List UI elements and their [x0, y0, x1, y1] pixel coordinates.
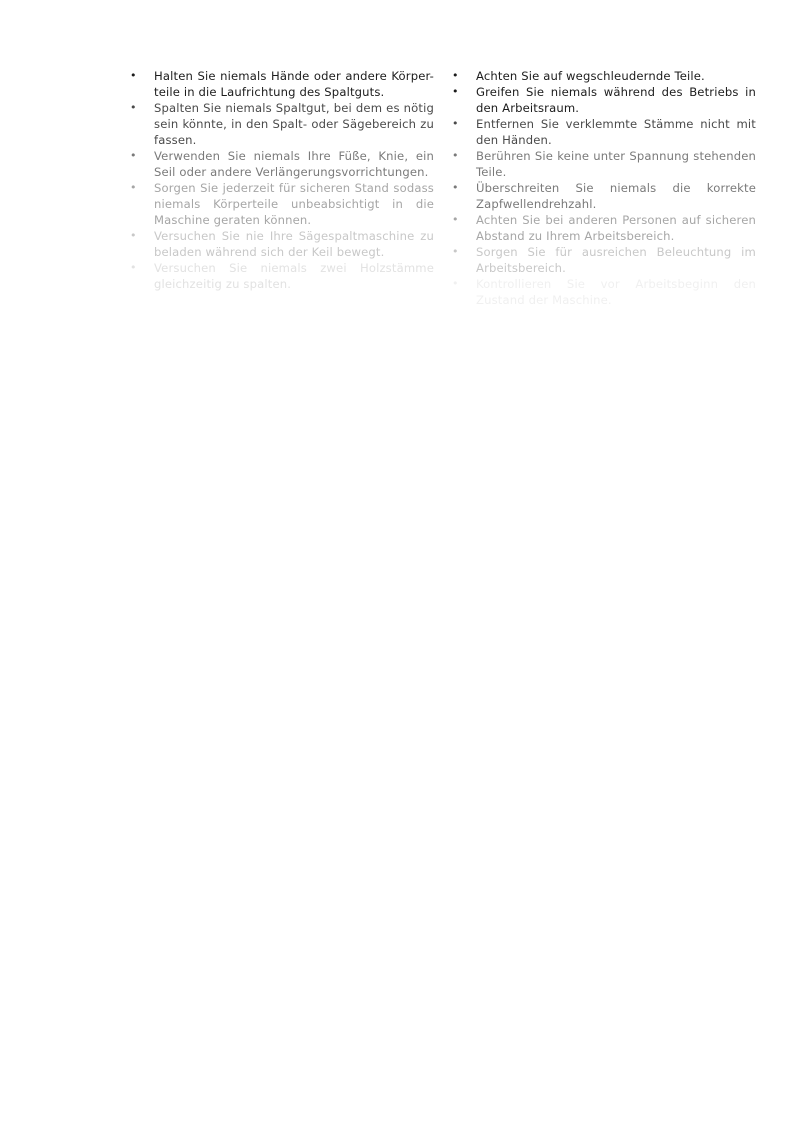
- bullet-icon: •: [452, 117, 459, 130]
- bullet-icon: •: [130, 181, 137, 194]
- list-item: [130, 180, 434, 228]
- list-item-text: Kontrollieren Sie vor Arbeitsbeginn den Zustand der Maschine.: [476, 277, 756, 307]
- list-item-text: Versuchen Sie niemals zwei Holzstämme gleichzeitig zu spalten.: [154, 261, 434, 291]
- bullet-icon: •: [452, 277, 459, 290]
- bullet-icon: •: [452, 149, 459, 162]
- list-item: [130, 68, 434, 100]
- list-item: [130, 148, 434, 180]
- list-item: [452, 148, 756, 180]
- list-item-text: Verwenden Sie niemals Ihre Füße, Knie, ein Seil oder andere Verlängerungsvorrichtungen.: [154, 149, 434, 179]
- list-item: [130, 260, 434, 292]
- bullet-icon: •: [452, 181, 459, 194]
- list-item-text: Halten Sie niemals Hände oder andere Körper-teile in die Laufrichtung des Spaltguts.: [154, 69, 434, 99]
- bullet-icon: •: [452, 245, 459, 258]
- list-item-text: Berühren Sie keine unter Spannung stehenden Teile.: [476, 149, 756, 179]
- list-item: [452, 116, 756, 148]
- list-item-text: Spalten Sie niemals Spaltgut, bei dem es nötig sein könnte, in den Spalt- oder Sägebereich zu fassen.: [154, 101, 434, 147]
- bullet-icon: •: [452, 85, 459, 98]
- list-item: [130, 228, 434, 260]
- bullet-icon: •: [130, 69, 137, 82]
- list-item-text: Sorgen Sie jederzeit für sicheren Stand sodass niemals Körperteile unbeabsichtigt in die Maschine geraten können.: [154, 181, 434, 227]
- safety-list-left: [130, 68, 434, 292]
- list-item-text: Sorgen Sie für ausreichen Beleuchtung im Arbeitsbereich.: [476, 245, 756, 275]
- bullet-icon: •: [130, 261, 137, 274]
- list-item-text: Greifen Sie niemals während des Betriebs in den Arbeitsraum.: [476, 85, 756, 115]
- list-item: [130, 100, 434, 148]
- list-item: [452, 84, 756, 116]
- bullet-icon: •: [452, 69, 459, 82]
- list-item: [452, 244, 756, 276]
- bullet-icon: •: [130, 149, 137, 162]
- list-item-text: Achten Sie auf wegschleudernde Teile.: [476, 69, 705, 83]
- bullet-icon: •: [452, 213, 459, 226]
- bullet-icon: •: [130, 229, 137, 242]
- list-item-text: Versuchen Sie nie Ihre Sägespaltmaschine zu beladen während sich der Keil bewegt.: [154, 229, 434, 259]
- bullet-icon: •: [130, 101, 137, 114]
- left-column: [130, 68, 434, 291]
- list-item: [452, 276, 756, 308]
- list-item-text: Achten Sie bei anderen Personen auf sicheren Abstand zu Ihrem Arbeitsbereich.: [476, 213, 756, 243]
- list-item-text: Entfernen Sie verklemmte Stämme nicht mit den Händen.: [476, 117, 756, 147]
- list-item: [452, 212, 756, 244]
- right-column: [452, 68, 756, 307]
- safety-list-right: [452, 68, 756, 308]
- list-item-text: Überschreiten Sie niemals die korrekte Zapfwellendrehzahl.: [476, 181, 756, 211]
- list-item: [452, 68, 756, 84]
- list-item: [452, 180, 756, 212]
